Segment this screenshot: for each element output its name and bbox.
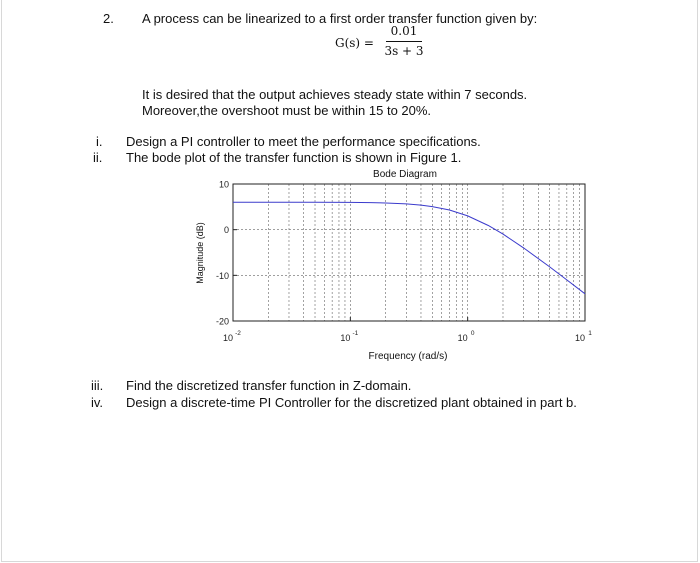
x-axis-label: Frequency (rad/s) <box>368 351 448 362</box>
item-text: Find the discretized transfer function in Z-domain. <box>126 378 412 393</box>
y-axis-label: Magnitude (dB) <box>195 222 205 284</box>
x-tick-exponent: 1 <box>588 330 592 337</box>
y-ticks <box>216 180 237 327</box>
x-tick-label: 10 <box>574 333 586 343</box>
requirement-settling: It is desired that the output achieves steady state within 7 seconds. <box>142 87 528 102</box>
x-tick-label: 10 <box>340 333 351 343</box>
x-tick-label: 10 <box>457 333 468 343</box>
y-tick-label: -20 <box>215 316 229 327</box>
y-tick-label: -10 <box>215 270 229 281</box>
item-text: The bode plot of the transfer function is shown in Figure 1. <box>126 150 462 165</box>
requirement-overshoot: Moreover,the overshoot must be within 15 to 20%. <box>142 103 432 118</box>
item-marker: iii. <box>91 378 104 393</box>
item-marker: i. <box>96 134 103 149</box>
item-marker: iv. <box>91 395 104 410</box>
item-text: Design a PI controller to meet the performance specifications. <box>126 134 481 149</box>
y-tick-label: 0 <box>223 225 229 236</box>
x-tick-exponent: 0 <box>470 330 475 337</box>
item-marker: ii. <box>93 150 103 165</box>
chart-title: Bode Diagram <box>373 169 437 180</box>
question-intro: A process can be linearized to a first order transfer function given by: <box>142 11 538 26</box>
series-lines <box>233 202 585 294</box>
y-tick-label: 10 <box>218 179 229 190</box>
magnitude-line <box>233 202 585 294</box>
tf-denominator: 3s + 3 <box>384 44 424 58</box>
x-tick-exponent: -1 <box>352 330 359 337</box>
question-number: 2. <box>103 11 114 26</box>
x-tick-exponent: -2 <box>235 330 241 337</box>
tf-numerator: 0.01 <box>390 24 418 38</box>
tf-lhs: G(s) = <box>335 36 374 50</box>
x-tick-label: 10 <box>222 333 234 343</box>
item-text: Design a discrete-time PI Controller for the discretized plant obtained in part b. <box>126 395 577 410</box>
